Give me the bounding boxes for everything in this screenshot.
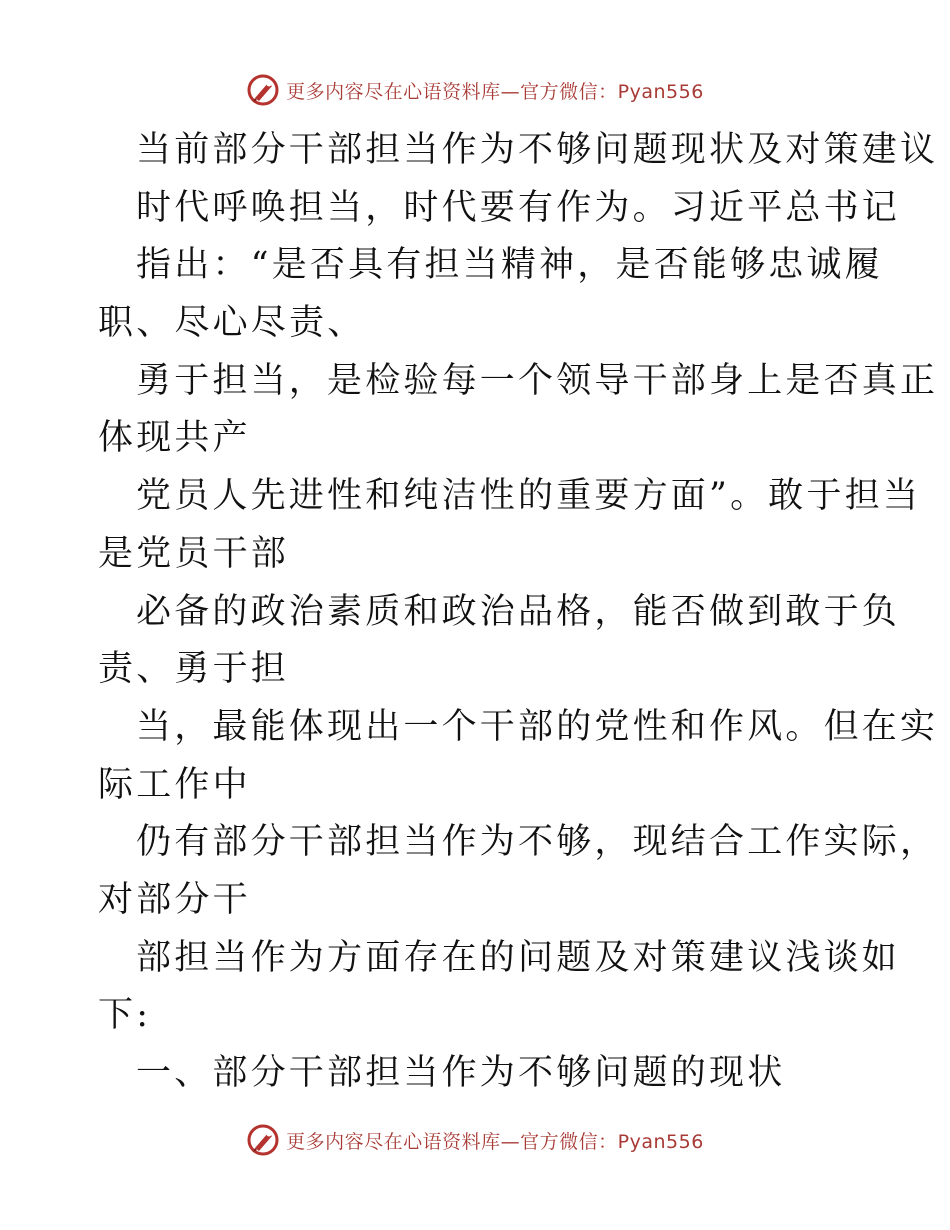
paragraph-line: 体现共产 xyxy=(98,418,251,459)
paragraph-line: 党员人先进性和纯洁性的重要方面”。敢于担当 xyxy=(136,476,922,517)
paragraph-line: 指出：“是否具有担当精神，是否能够忠诚履 xyxy=(136,245,883,286)
footer-banner xyxy=(0,1120,950,1160)
footer-banner-text: 更多内容尽在心语资料库—官方微信：Pyan556 xyxy=(286,1130,704,1153)
document-title: 当前部分干部担当作为不够问题现状及对策建议 xyxy=(136,130,939,170)
paragraph-line: 对部分干 xyxy=(98,879,251,920)
pen-logo-icon xyxy=(246,1123,280,1157)
document-body xyxy=(98,122,939,1103)
section-heading: 一、部分干部担当作为不够问题的现状 xyxy=(136,1053,786,1093)
paragraph-line: 责、勇于担 xyxy=(98,649,290,690)
paragraph-line: 部担当作为方面存在的问题及对策建议浅谈如 xyxy=(136,937,901,978)
paragraph-line: 下: xyxy=(98,995,152,1036)
paragraph-line: 勇于担当，是检验每一个领导干部身上是否真正 xyxy=(136,360,939,401)
header-banner xyxy=(0,70,950,110)
paragraph-line: 必备的政治素质和政治品格，能否做到敢于负 xyxy=(136,591,901,632)
paragraph-line: 当，最能体现出一个干部的党性和作风。但在实 xyxy=(136,706,939,747)
pen-logo-icon xyxy=(246,73,280,107)
paragraph-line: 仍有部分干部担当作为不够，现结合工作实际， xyxy=(136,822,939,863)
header-banner-text: 更多内容尽在心语资料库—官方微信：Pyan556 xyxy=(286,80,704,103)
paragraph-line: 时代呼唤担当，时代要有作为。习近平总书记 xyxy=(136,187,901,228)
paragraph-line: 职、尽心尽责、 xyxy=(98,303,366,344)
paragraph-line: 际工作中 xyxy=(98,764,251,805)
paragraph-line: 是党员干部 xyxy=(98,533,290,574)
